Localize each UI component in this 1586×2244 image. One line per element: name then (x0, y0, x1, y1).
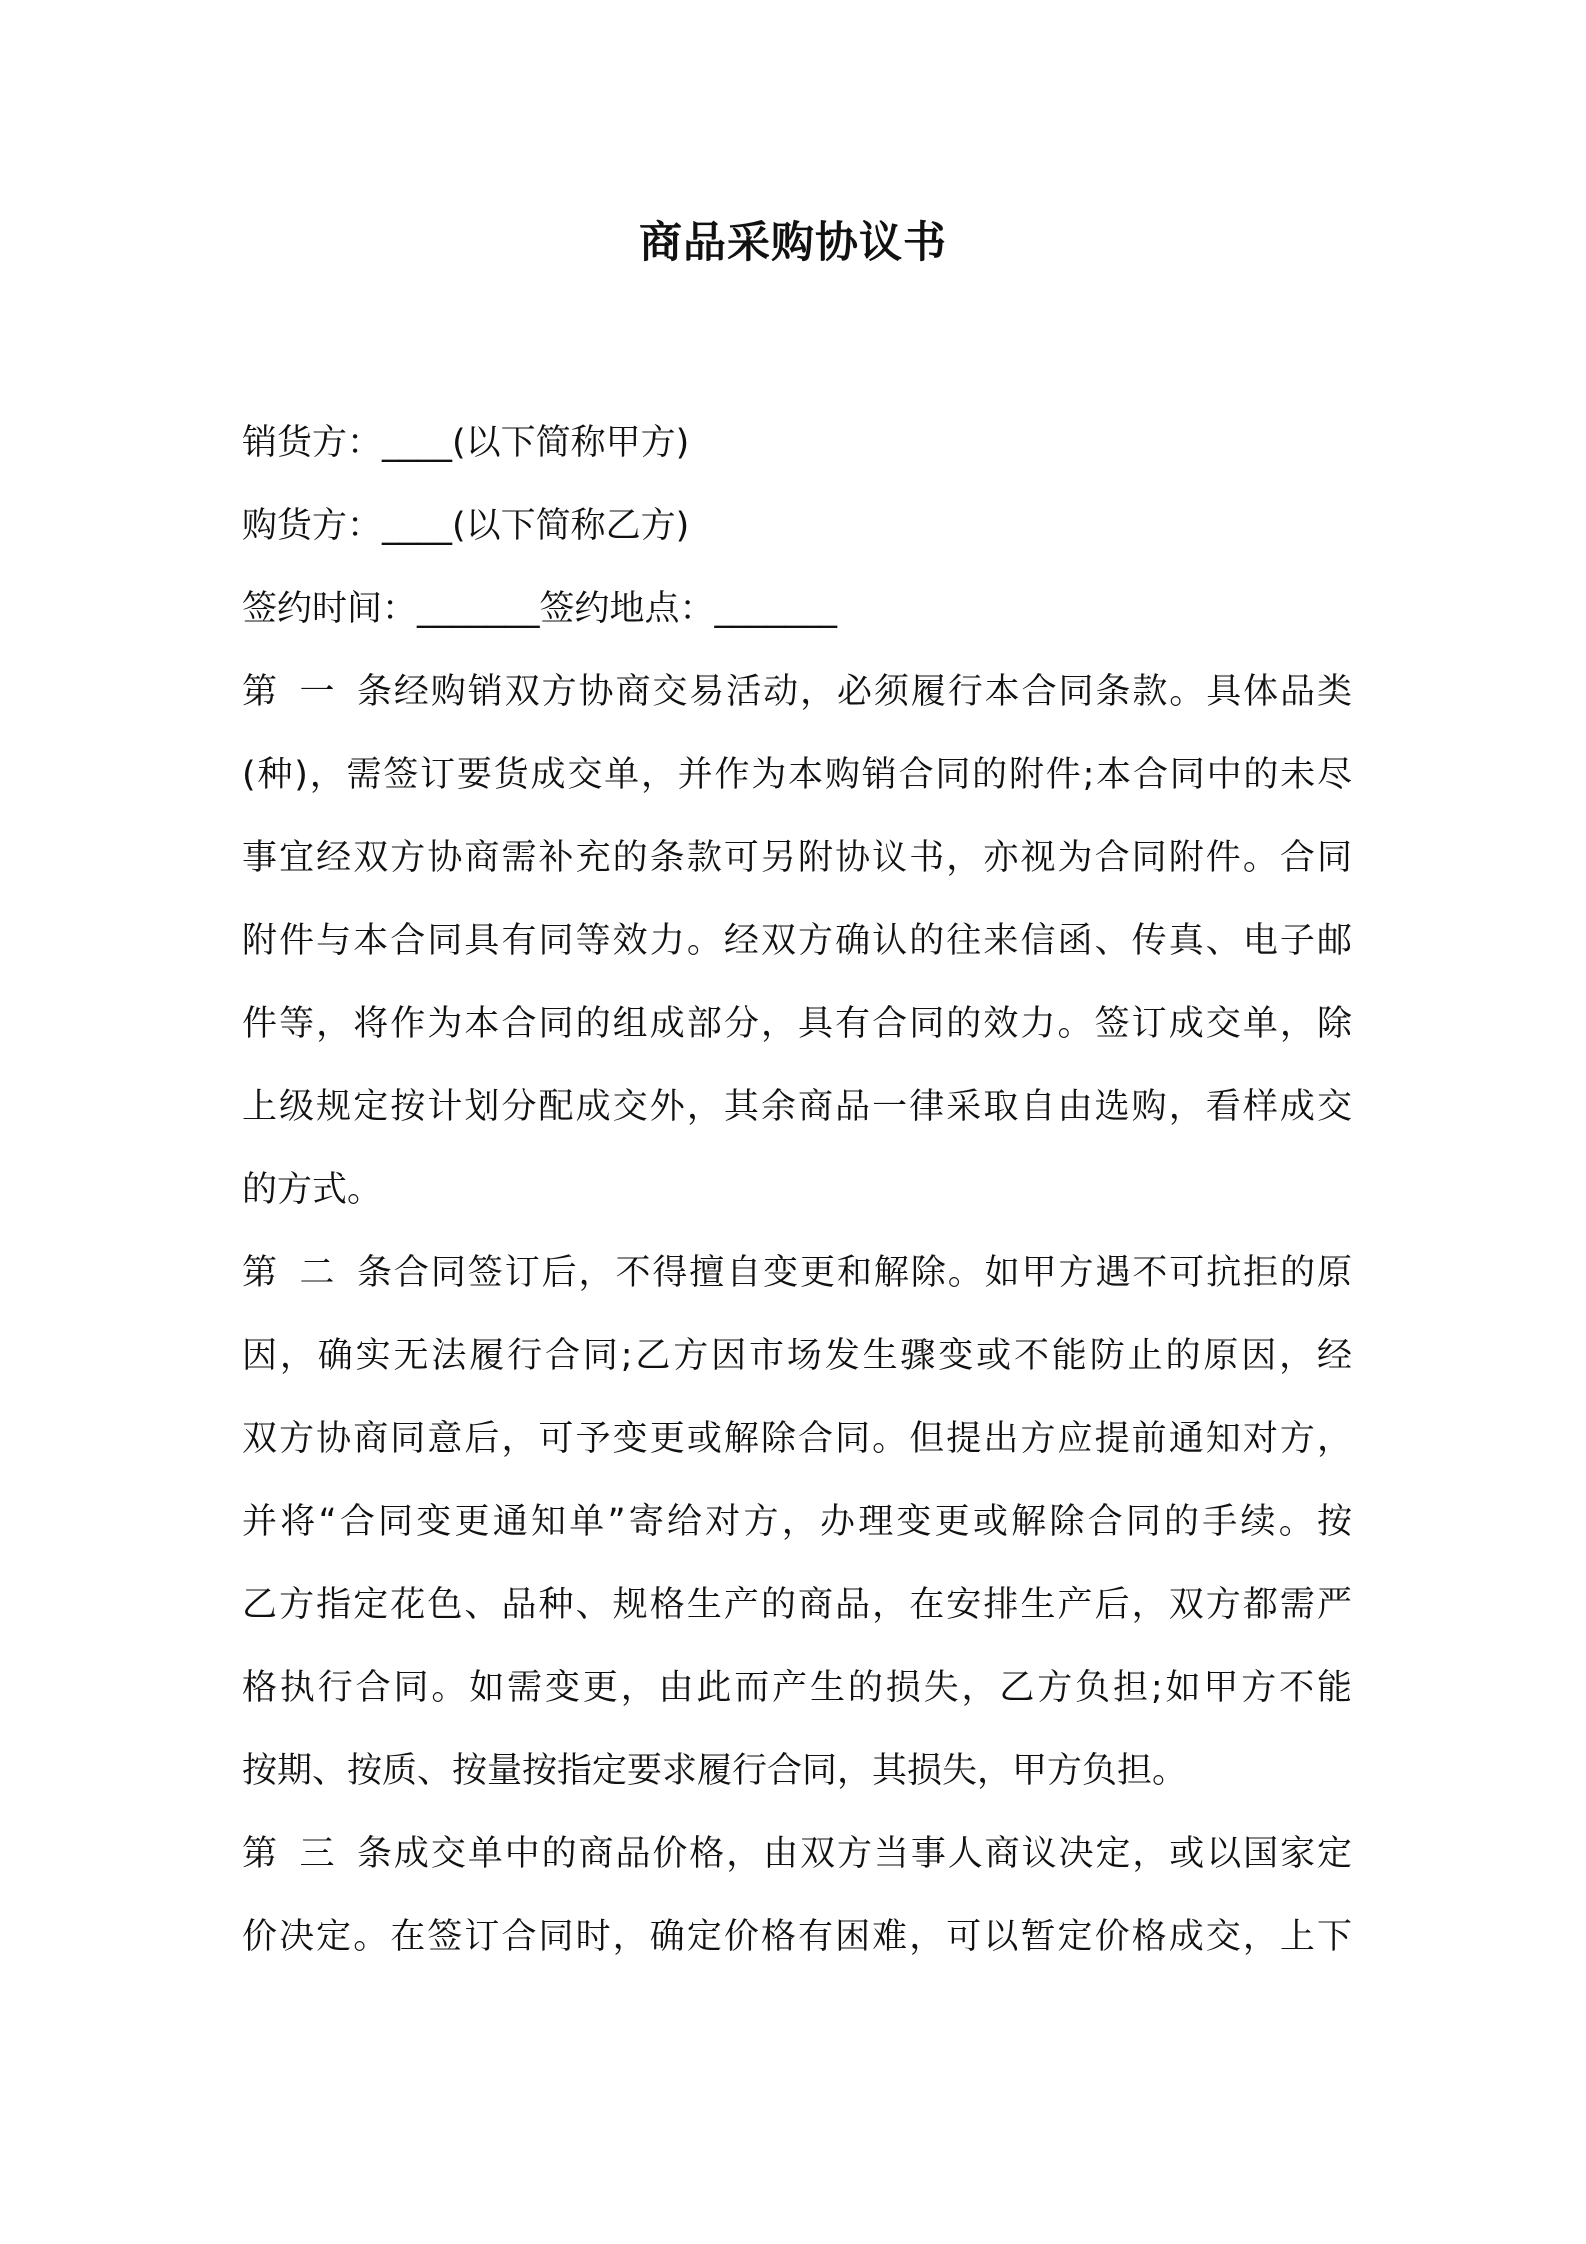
article-text: 双方协商同意后，可予变更或解除合同。但提出方应提前通知对方， (242, 1419, 1352, 1459)
article-text: 上级规定按计划分配成交外，其余商品一律采取自由选购，看样成交 (242, 1087, 1352, 1127)
article-text: 事宜经双方协商需补充的条款可另附协议书，亦视为合同附件。合同 (242, 838, 1352, 878)
article-text: 价决定。在签订合同时，确定价格有困难，可以暂定价格成交，上下 (242, 1917, 1352, 1957)
article-3-label: 第三条 (242, 1834, 392, 1874)
article-1-label: 第一条 (242, 672, 392, 712)
article-3 (242, 1813, 1352, 1979)
article-text: 附件与本合同具有同等效力。经双方确认的往来信函、传真、电子邮 (242, 921, 1352, 961)
signing-line: 签约时间：_______签约地点：_______ (242, 589, 838, 629)
article-1 (242, 651, 1352, 1232)
article-text: 经购销双方协商交易活动，必须履行本合同条款。具体品类 (392, 672, 1352, 712)
article-2-line-1 (242, 1232, 1352, 1315)
article-text: 合同签订后，不得擅自变更和解除。如甲方遇不可抗拒的原 (392, 1253, 1352, 1293)
seller-line: 销货方：____(以下简称甲方) (242, 423, 690, 463)
document-title: 商品采购协议书 (639, 218, 947, 268)
document-body (242, 402, 1352, 1979)
buyer-line: 购货方：____(以下简称乙方) (242, 506, 690, 546)
article-text: (种)，需签订要货成交单，并作为本购销合同的附件;本合同中的未尽 (242, 755, 1352, 795)
article-2 (242, 1232, 1352, 1813)
article-text: 乙方指定花色、品种、规格生产的商品，在安排生产后，双方都需严 (242, 1585, 1352, 1625)
article-text: 件等，将作为本合同的组成部分，具有合同的效力。签订成交单，除 (242, 1004, 1352, 1044)
article-text: 成交单中的商品价格，由双方当事人商议决定，或以国家定 (392, 1834, 1352, 1874)
article-text: 因，确实无法履行合同;乙方因市场发生骤变或不能防止的原因，经 (242, 1336, 1352, 1376)
article-text: 按期、按质、按量按指定要求履行合同，其损失，甲方负担。 (242, 1751, 1188, 1791)
article-2-label: 第二条 (242, 1253, 392, 1293)
article-3-line-1 (242, 1813, 1352, 1896)
article-text: 的方式。 (242, 1170, 383, 1210)
article-text: 格执行合同。如需变更，由此而产生的损失，乙方负担;如甲方不能 (242, 1668, 1352, 1708)
article-text: 并将“合同变更通知单”寄给对方，办理变更或解除合同的手续。按 (242, 1502, 1352, 1542)
article-1-line-1 (242, 651, 1352, 734)
